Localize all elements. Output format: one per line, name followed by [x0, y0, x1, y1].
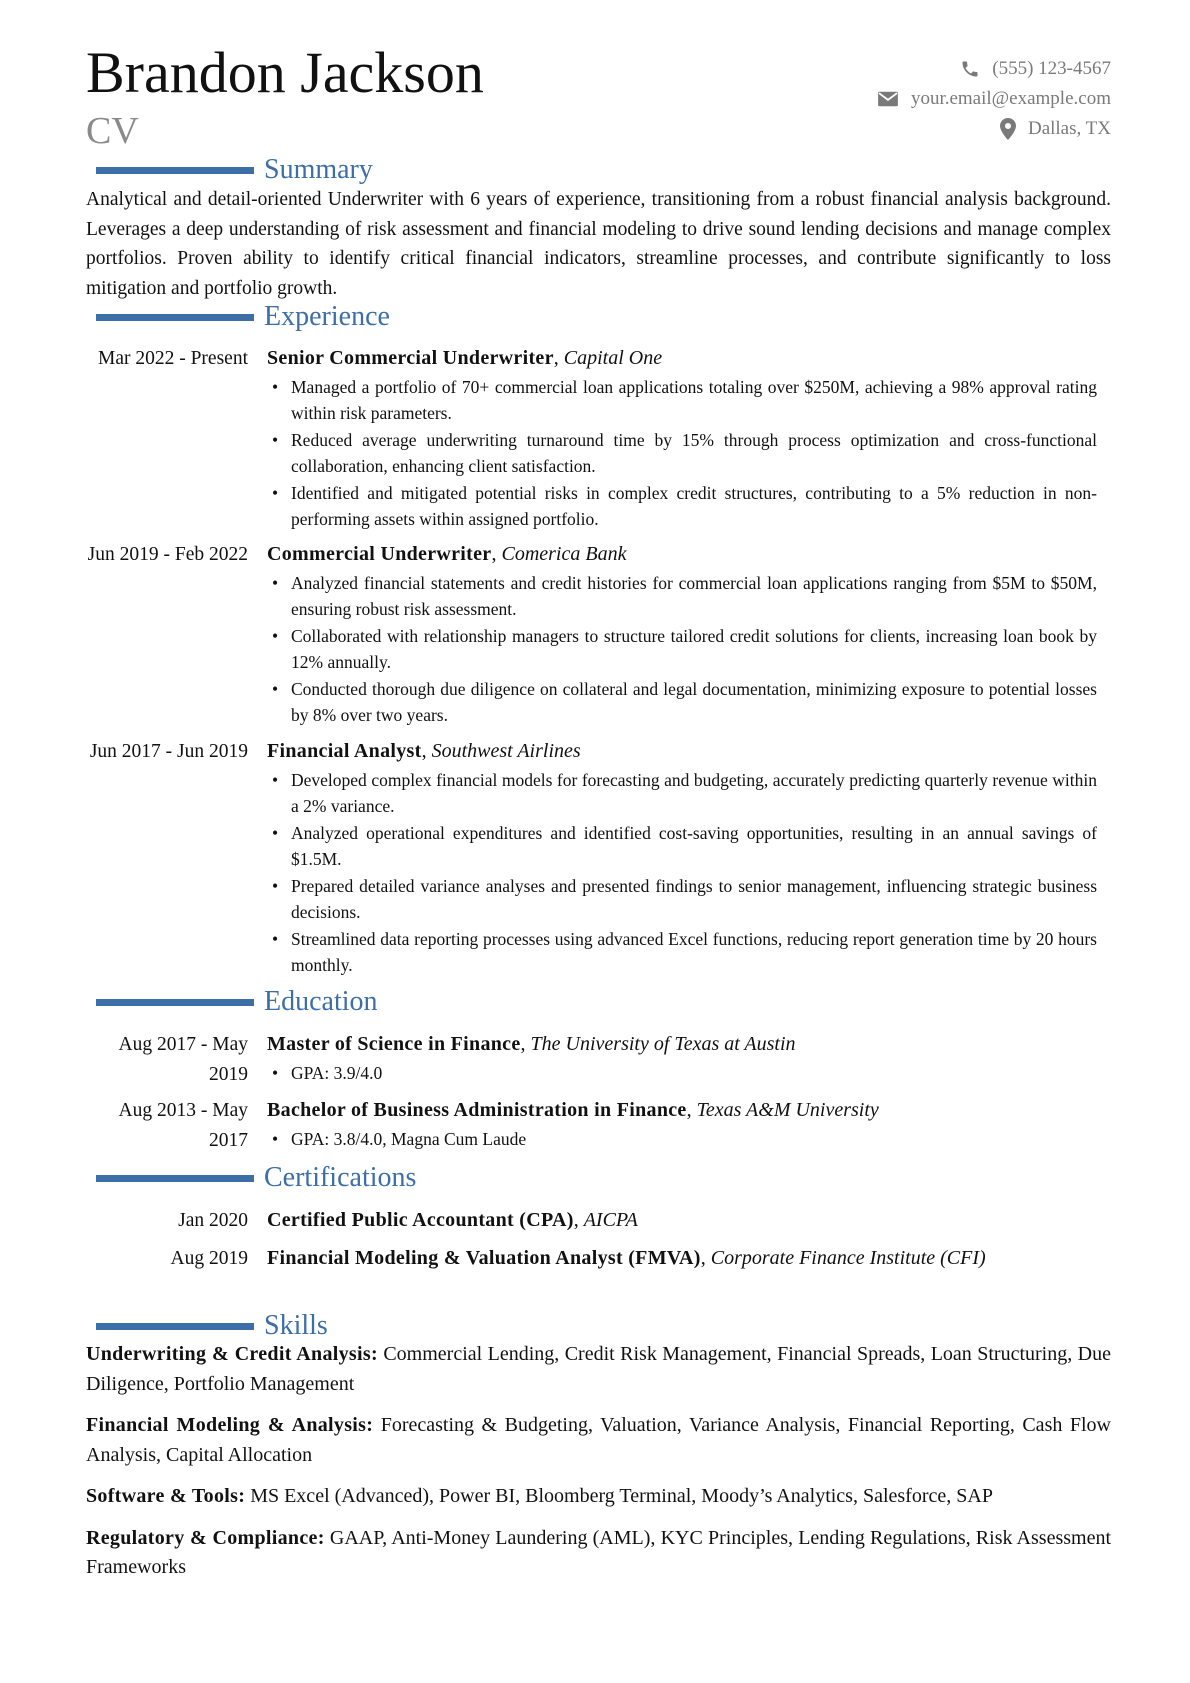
- phone-text[interactable]: (555) 123-4567: [992, 58, 1111, 79]
- contact-email: [877, 84, 1111, 114]
- bullet-item: • Collaborated with relationship managers to structure tailored credit solutions for clients, increasing loan book by 12% annually.: [267, 623, 1097, 676]
- entry-org: Capital One: [563, 347, 663, 369]
- section-bar: [96, 314, 254, 321]
- bullet-item: • Analyzed financial statements and credit histories for commercial loan applications ranging from $5M to $50M, ensuring robust risk assessment.: [267, 570, 1097, 623]
- section-title: Summary: [264, 154, 373, 185]
- email-link[interactable]: your.email@example.com: [910, 88, 1111, 109]
- education-entry: [86, 1030, 1111, 1086]
- section-title: Skills: [264, 1310, 328, 1341]
- section-bar: [96, 999, 254, 1006]
- section-bar: [96, 1175, 254, 1182]
- entry-title: Senior Commercial Underwriter: [267, 347, 554, 369]
- entry-org: Texas A&M University: [696, 1099, 879, 1121]
- entry-headline: Bachelor of Business Administration in Finance, Texas A&M University: [267, 1099, 879, 1121]
- entry-bullets: [267, 374, 1097, 533]
- skill-value: GAAP, Anti-Money Laundering (AML), KYC Principles, Lending Regulations, Risk Assessment Frameworks: [86, 1526, 1112, 1578]
- bullet-item: • Managed a portfolio of 70+ commercial loan applications totaling over $250M, achieving a 98% approval rating within risk parameters.: [267, 374, 1097, 427]
- section-title: Education: [264, 986, 378, 1017]
- entry-title: Financial Analyst: [267, 740, 422, 762]
- bullet-item: • Identified and mitigated potential risks in complex credit structures, contributing to a 5% reduction in non-performing assets within assigned portfolio.: [267, 480, 1097, 533]
- experience-entry: [86, 737, 1111, 979]
- document-type: CV: [86, 110, 139, 152]
- candidate-name: Brandon Jackson: [86, 40, 484, 105]
- skill-row: [86, 1340, 1111, 1399]
- entry-title: Bachelor of Business Administration in Finance: [267, 1099, 687, 1121]
- skill-row: [86, 1411, 1111, 1470]
- entry-title: Certified Public Accountant (CPA): [267, 1209, 574, 1231]
- entry-date: Jun 2017 - Jun 2019: [89, 741, 248, 762]
- entry-date: Aug 2017 - May 2019: [118, 1034, 248, 1085]
- education-entry: [86, 1096, 1111, 1152]
- contact-phone: [877, 54, 1111, 84]
- skill-value: MS Excel (Advanced), Power BI, Bloomberg Terminal, Moody’s Analytics, Salesforce, SAP: [250, 1485, 993, 1507]
- section-heading-certifications: [96, 1164, 416, 1192]
- entry-bullets: [267, 570, 1097, 729]
- skill-row: [86, 1482, 1111, 1512]
- entry-title: Master of Science in Finance: [267, 1033, 521, 1055]
- skill-label: Regulatory & Compliance:: [86, 1526, 325, 1549]
- skill-row: [86, 1524, 1111, 1583]
- bullet-item: • Reduced average underwriting turnaround time by 15% through process optimization and cross-functional collaboration, enhancing client satisfaction.: [267, 427, 1097, 480]
- summary-text: Analytical and detail-oriented Underwriter with 6 years of experience, transitioning from a robust financial analysis background. Leverages a deep understanding of risk assessment and financial modeling to drive sound lending decisions and manage complex portfolios. Proven ability to identify critical financial indicators, streamline processes, and contribute significantly to loss mitigation and portfolio growth.: [86, 189, 1111, 299]
- skill-label: Software & Tools:: [86, 1485, 246, 1507]
- skill-label: Financial Modeling & Analysis:: [86, 1414, 374, 1436]
- section-heading-experience: [96, 303, 390, 331]
- phone-icon: [960, 59, 980, 79]
- section-heading-education: [96, 988, 378, 1016]
- entry-headline: Certified Public Accountant (CPA), AICPA: [267, 1209, 638, 1231]
- map-pin-icon: [1000, 118, 1016, 140]
- entry-date: Mar 2022 - Present: [97, 348, 248, 369]
- experience-entry: [86, 344, 1111, 533]
- experience-entry: [86, 540, 1111, 729]
- bullet-item: • Analyzed operational expenditures and identified cost-saving opportunities, resulting in an annual savings of $1.5M.: [267, 820, 1097, 873]
- entry-headline: Commercial Underwriter, Comerica Bank: [267, 543, 627, 565]
- section-bar: [96, 167, 254, 174]
- entry-org: AICPA: [583, 1209, 638, 1231]
- entry-org: Southwest Airlines: [431, 740, 581, 762]
- bullet-item: • Developed complex financial models for forecasting and budgeting, accurately predicting quarterly revenue within a 2% variance.: [267, 767, 1097, 820]
- section-title: Certifications: [264, 1162, 417, 1193]
- section-bar: [96, 1323, 254, 1330]
- bullet-item: • Streamlined data reporting processes using advanced Excel functions, reducing report generation time by 20 hours monthly.: [267, 926, 1097, 979]
- entry-org: Corporate Finance Institute (CFI): [710, 1247, 986, 1269]
- section-heading-summary: [96, 156, 373, 184]
- entry-date: Aug 2019: [170, 1248, 248, 1269]
- certification-entry: [86, 1244, 1111, 1274]
- skill-value: Forecasting & Budgeting, Valuation, Variance Analysis, Financial Reporting, Cash Flow Analysis, Capital Allocation: [86, 1414, 1111, 1466]
- entry-bullets: [267, 1126, 1097, 1153]
- envelope-icon: [877, 90, 899, 108]
- certification-entry: [86, 1206, 1111, 1236]
- entry-date: Jan 2020: [178, 1210, 248, 1231]
- bullet-item: • Prepared detailed variance analyses and presented findings to senior management, influencing strategic business decisions.: [267, 873, 1097, 926]
- entry-headline: Master of Science in Finance, The University of Texas at Austin: [267, 1033, 796, 1055]
- entry-date: Jun 2019 - Feb 2022: [87, 544, 248, 565]
- entry-bullets: [267, 767, 1097, 979]
- entry-headline: Financial Modeling & Valuation Analyst (FMVA), Corporate Finance Institute (CFI): [267, 1247, 986, 1269]
- entry-date: Aug 2013 - May 2017: [118, 1100, 248, 1151]
- bullet-item: • GPA: 3.8/4.0, Magna Cum Laude: [267, 1126, 1097, 1153]
- bullet-item: • GPA: 3.9/4.0: [267, 1060, 1097, 1087]
- entry-headline: Financial Analyst, Southwest Airlines: [267, 740, 581, 762]
- entry-org: Comerica Bank: [501, 543, 627, 565]
- entry-title: Commercial Underwriter: [267, 543, 492, 565]
- section-heading-skills: [96, 1312, 328, 1340]
- contact-location: [877, 114, 1111, 144]
- skills-list: [86, 1340, 1111, 1595]
- section-title: Experience: [264, 301, 390, 332]
- entry-headline: Senior Commercial Underwriter, Capital One: [267, 347, 663, 369]
- bullet-item: • Conducted thorough due diligence on collateral and legal documentation, minimizing exposure to potential losses by 8% over two years.: [267, 676, 1097, 729]
- entry-bullets: [267, 1060, 1097, 1087]
- entry-org: The University of Texas at Austin: [530, 1033, 796, 1055]
- skill-value: Commercial Lending, Credit Risk Management, Financial Spreads, Loan Structuring, Due Diligence, Portfolio Management: [86, 1343, 1111, 1395]
- contact-block: [877, 54, 1111, 144]
- skill-label: Underwriting & Credit Analysis:: [86, 1343, 378, 1365]
- location-text: Dallas, TX: [1027, 118, 1111, 139]
- entry-title: Financial Modeling & Valuation Analyst (FMVA): [267, 1247, 701, 1269]
